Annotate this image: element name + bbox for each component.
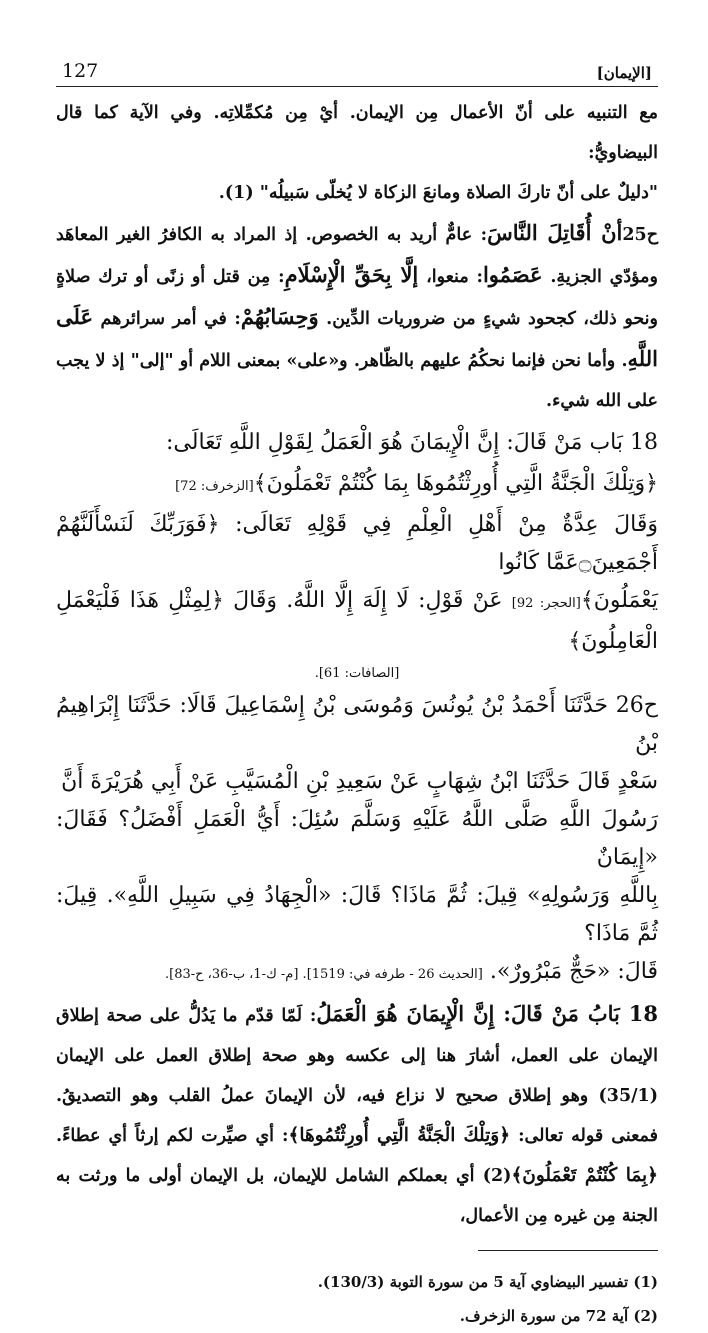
chapter-heading-18: 18 بَاب مَنْ قَالَ: إِنَّ الْإِيمَانَ هُوَ الْعَمَلُ لِقَوْلِ اللَّهِ تَعَالَى: [166,430,658,455]
header-rule [56,86,658,87]
text-span: يَعْمَلُونَ﴾ [580,588,658,613]
footnote-2: (2) آية 72 من سورة الزخرف. [459,1307,658,1325]
commentary-number: ح25 [622,225,658,245]
text-span: بعملكم الشامل للإيمان، بل الإيمان أولى ما ورثت به الجنة مِن غيره مِن الأعمال، [56,1166,658,1226]
quoted-term: ﴿وَتِلْكَ [463,1125,511,1146]
footnote-1: (1) تفسير البيضاوي آية 5 من سورة التوبة (130/3). [317,1273,658,1291]
hadith-reference: [الحديث 26 - طرفه في: 1519]. [م- ك-1، ب-36، ح-83]. [164,967,483,982]
text-span: ومؤدّي الجزيةِ. [550,267,658,287]
footnote-rule [478,1250,658,1251]
quoted-term: أنْ أُقَاتِلَ النَّاسَ [487,220,623,245]
verse-reference: [الزخرف: 72] [175,479,254,494]
text-span: ذلك، كجحود شيءٍ من ضروريات الدِّين. [326,309,617,329]
text-line: مع التنبيه على أنّ الأعمال مِن الإيمان. أيْ مِن مُكمِّلاتِه. وفي الآية كما قال البيضاويُّ: [56,103,658,163]
text-span: فإنما نحكُمُ عليهم بالظّاهر. و«على» بمعنى اللام أو "إلى" إذ لا يجب على الله شيء. [56,351,658,411]
text-span: : مِن قتل أو زنًى أو ترك صلاةٍ ونحو [56,267,658,329]
hadith-line: سَعْدٍ قَالَ حَدَّثَنَا ابْنُ شِهَابٍ عَنْ سَعِيدِ بْنِ الْمُسَيَّبِ عَنْ أَبِي هُرَيْرَةَ أَنَّ [61,769,658,794]
text-span: ﴿وَتِلْكَ الْجَنَّةُ الَّتِي أُورِثْتُمُوهَا بِمَا كُنْتُمْ تَعْمَلُونَ﴾ [253,471,658,496]
text-span: : منعوا، [426,267,483,287]
quoted-term: عَلَى اللَّهِ [56,304,658,371]
hadith-line: بِاللَّهِ وَرَسُولِهِ» قِيلَ: ثُمَّ مَاذَا؟ قَالَ: «الْجِهَادُ فِي سَبِيلِ اللَّهِ». قِيلَ: ثُمَّ مَاذَا؟ [56,883,658,946]
hadith-line [56,953,658,994]
main-text [56,93,658,1236]
hadith-line: رَسُولَ اللَّهِ صَلَّى اللَّهُ عَلَيْهِ وَسَلَّمَ سُئِلَ: أَيُّ الْعَمَلِ أَفْضَلُ؟ فَقَالَ: «إِيمَانٌ [56,807,658,870]
quoted-term: ﴿بِمَا كُنْتُمْ تَعْمَلُونَ﴾ [511,1165,659,1186]
text-span: : أي صيِّرت لكم إرثاً أي عطاءً. [56,1126,289,1146]
text-span: قَالَ: «حَجٌّ مَبْرُورٌ». [489,959,658,984]
quoted-term: الْجَنَّةُ الَّتِي أُورِثْتُمُوهَا﴾ [288,1125,456,1146]
text-span: على العمل، أشارَ هنا إلى عكسه وهو صحة إطلاق العمل على الإيمان (35/1) وهو إطلاق [56,1046,658,1106]
page-number: 127 [62,60,99,82]
verse-reference: [الصافات: 61]. [314,666,400,681]
text-span: : في أمر سرائرهم [100,309,241,329]
text-line: "دليلٌ على أنّ تاركَ الصلاة ومانعَ الزكاة لا يُخلّى سَبيلُه" (1). [218,183,658,203]
quoted-term: عَصَمُوا [482,262,543,287]
text-span: (2) أي [455,1166,512,1186]
footnotes [56,1265,658,1333]
commentary-18 [56,994,658,1236]
text-line [56,582,658,661]
running-title: [الإيمان] [596,64,652,82]
quoted-term: وَحِسَابُهُمْ [240,304,319,329]
text-line: وَقَالَ عِدَّةٌ مِنْ أَهْلِ الْعِلْمِ فِي قَوْلِهِ تَعَالَى: ﴿فَوَرَبِّكَ لَنَسْأَلَنَّهُمْ أَجْمَعِينَ۝عَمَّا كَانُوا [56,512,658,575]
quoted-term: 18 بَابُ مَنْ قَالَ: إِنَّ الْإِيمَانَ هُوَ الْعَمَلُ [316,1001,658,1026]
text-span: : عامٌّ أريد به الخصوص. إذ المراد به الكافرُ الغير المعاهَد [56,225,488,245]
quran-verse [56,465,658,506]
quoted-term: إلَّا بِحَقِّ الْإِسْلَامِ [284,262,419,287]
commentary-25 [56,213,658,421]
verse-reference: [الحجر: 92] [511,596,581,611]
hadith-26: ح26 حَدَّثَنَا أَحْمَدُ بْنُ يُونُسَ وَمُوسَى بْنُ إِسْمَاعِيلَ قَالَا: حَدَّثَنَا إِبْرَاهِيمُ بْنُ [56,693,658,756]
text-span: : لَمّا قدّم ما يَدُلُّ على صحة إطلاق الإيمان [56,1006,659,1066]
text-span: صحيح لا نزاع فيه، لأن الإيمانَ عملُ القلب وهو التصديقُ. فمعنى قوله تعالى: [56,1086,659,1146]
page-header [56,52,658,82]
text-span: عَنْ قَوْلِ: لَا إِلَهَ إِلَّا اللَّهُ. وَقَالَ ﴿لِمِثْلِ هَذَا فَلْيَعْمَلِ الْعَامِلُونَ﴾ [56,588,658,654]
text-span: . وأما نحن [551,351,628,371]
